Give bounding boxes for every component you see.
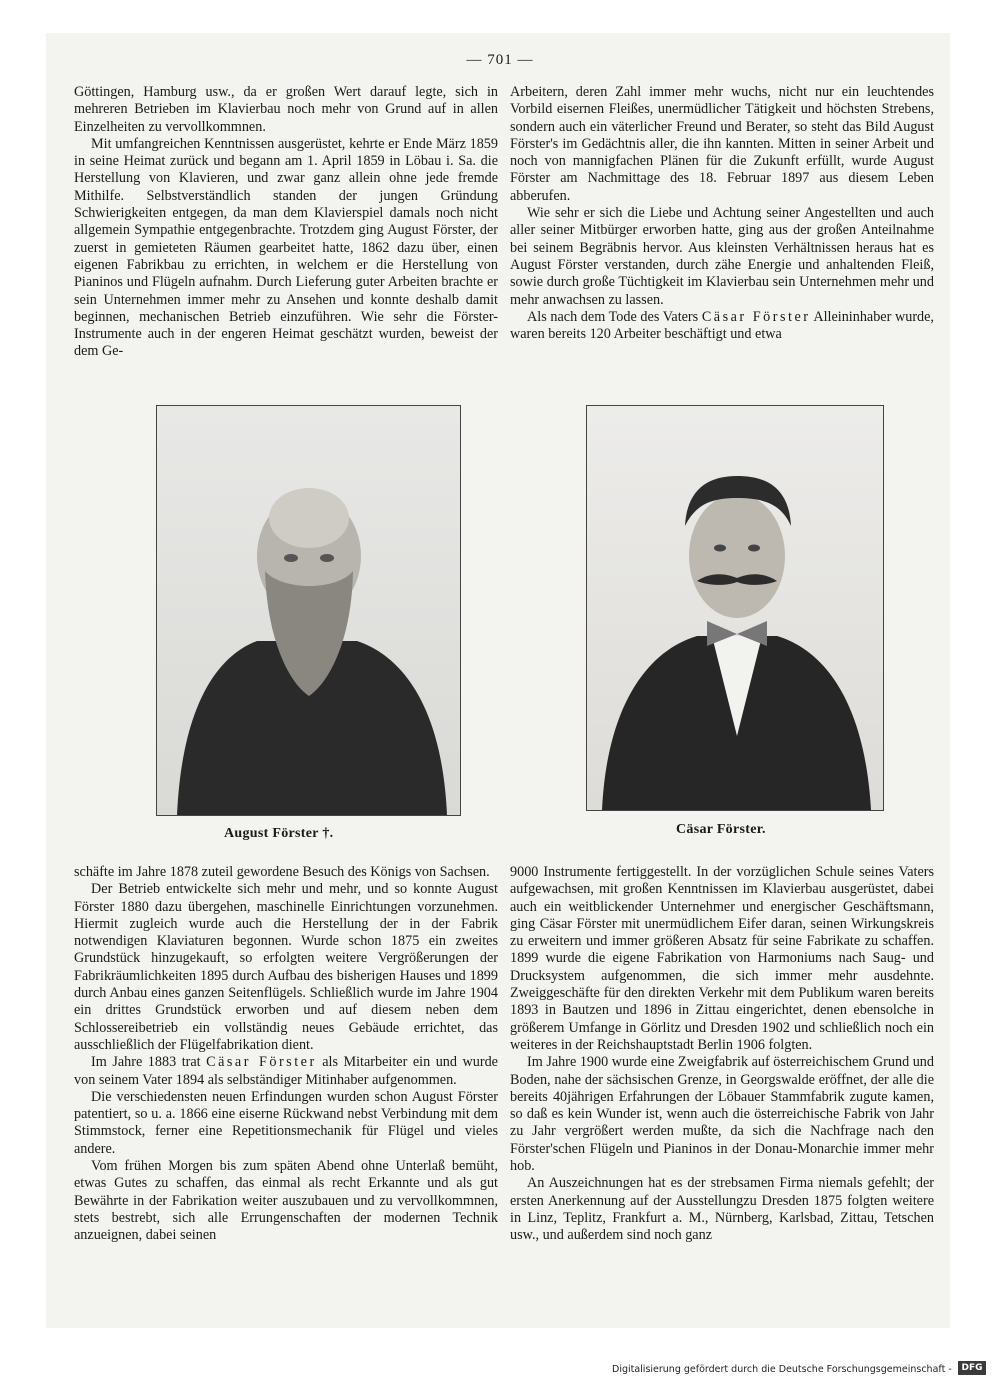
paragraph: Wie sehr er sich die Liebe und Achtung seiner Angestellten und auch aller seiner Mitbürger erworben hatte, ging aus der großen Anteilnahme bei seinem Begräbnis hervor. Aus kleinsten Verhältnissen heraus hat es August Förster verstanden, durch zähe Energie und anhaltenden Fleiß, sowie durch große Tüchtigkeit im Klavierbau sein Unternehmen mehr und mehr anwachsen zu lassen. <box>510 205 934 308</box>
paragraph-text: Als nach dem Tode des Vaters <box>527 308 702 325</box>
digitization-footer: Digitalisierung gefördert durch die Deutsche Forschungsgemeinschaft - <box>612 1364 952 1375</box>
paragraph: Im Jahre 1900 wurde eine Zweigfabrik auf österreichischem Grund und Boden, nahe der sächsischen Grenze, in Georgswalde eröffnet, der alle die bereits 40jährigen Erfahrungen der Löbauer Stammfabrik zugute kamen, so daß es kein Wunder ist, wenn auch die österreichische Fabrik von Jahr zu Jahr vergrößert werden mußte, da sich die Nachfrage nach den Förster'schen Flügeln und Pianinos in der Donau-Monarchie immer mehr hob. <box>510 1054 934 1175</box>
paragraph: Die verschiedensten neuen Erfindungen wurden schon August Förster patentiert, so u. a. 1866 eine eiserne Rückwand nebst Verbindung mit dem Stimmstock, ferner eine Repetitionsmechanik für Flügel und vieles andere. <box>74 1088 498 1157</box>
paragraph: 9000 Instrumente fertiggestellt. In der vorzüglichen Schule seines Vaters aufgewachsen, mit großen Kenntnissen im Klavierbau ausgerüstet, dabei auch ein weitblickender Unternehmer und energischer Geschäftsmann, ging Cäsar Förster mit unermüdlichem Eifer daran, seinen Wirkungskreis zu erweitern und immer größeren Absatz für seine Fabrikate zu schaffen. 1899 wurde die eigene Fabrikation von Harmoniums nach Saug- und Drucksystem aufgenommen, die sich immer mehr ausdehnte. Zweiggeschäfte für den direkten Verkehr mit dem Publikum waren bereits 1893 in Bautzen und 1896 in Zittau eingerichtet, denen ebensolche in größerem Umfange in Görlitz und Dresden 1902 und schließlich noch ein weiteres in der Reichshauptstadt Berlin 1906 folgten. <box>510 864 934 1053</box>
column-bottom-right <box>510 864 934 1309</box>
paragraph <box>510 309 934 344</box>
page-number: — 701 — <box>466 52 534 68</box>
column-top-left <box>74 84 498 390</box>
paragraph-text: Im Jahre 1883 trat <box>91 1054 207 1071</box>
portrait-caesar-foerster <box>586 405 884 811</box>
paragraph-text: als Mitarbeiter ein und wurde von seinem Vater 1894 als selbständiger Mitinhaber aufgenommen. <box>74 1054 498 1088</box>
paragraph: Mit umfangreichen Kenntnissen ausgerüstet, kehrte er Ende März 1859 in seine Heimat zurück und begann am 1. April 1859 in Löbau i. Sa. die Herstellung von Klavieren, und zwar ganz allein ohne jede fremde Mithilfe. Selbstverständlich standen der jungen Gründung Schwierigkeiten entgegen, da man dem Klavierspiel damals noch nicht allgemein Sympathie entgegenbrachte. Trotzdem ging August Förster, der zuerst in gemieteten Räumen gearbeitet hatte, 1862 dazu über, einen eigenen Fabrikbau zu errichten, in welchem er die Herstellung von Pianinos und Flügeln aufnahm. Durch Lieferung guter Arbeiten brachte er sein Unternehmen immer mehr zu Ansehen und konnte deshalb damit beginnen, mechanischen Betrieb einzuführen. Wie sehr die Förster-Instrumente auch in der engeren Heimat geschätzt wurden, beweist der dem Ge- <box>74 135 498 360</box>
paragraph: Der Betrieb entwickelte sich mehr und mehr, und so konnte August Förster 1880 dazu übergehen, maschinelle Einrichtungen vorzunehmen. Hiermit zugleich wurde auch die Herstellung der in der Fabrik notwendigen Klaviaturen begonnen. Wurde schon 1875 ein zweites Grundstück hinzugekauft, so erfolgten weitere Vergrößerungen der Fabrikräumlichkeiten 1895 durch Aufbau des bisherigen Hauses und 1899 durch Anbau eines ganzen Seitenflügels. Schließlich wurde im Jahre 1904 ein drittes Grundstück erworben und auf diesem neben dem Schlossereibetrieb ein vollständig neues Gebäude errichtet, das ausschließlich der Flügelfabrikation dient. <box>74 881 498 1053</box>
caption-august-foerster: August Förster †. <box>224 826 334 841</box>
dfg-logo: DFG <box>958 1361 986 1375</box>
paragraph: Vom frühen Morgen bis zum späten Abend ohne Unterlaß bemüht, etwas Gutes zu schaffen, das einmal als recht Erkannte und als gut Bewährte in der Fabrikation weiter auszubauen und zu vervollkommnen, stets bestrebt, sich alle Errungenschaften der modernen Technik anzueignen, dabei seinen <box>74 1158 498 1244</box>
portrait-august-foerster <box>156 405 461 816</box>
paragraph: An Auszeichnungen hat es der strebsamen Firma niemals gefehlt; der ersten Anerkennung auf der Ausstellungzu Dresden 1875 folgten weitere in Linz, Teplitz, Frankfurt a. M., Nürnberg, Karlsbad, Zittau, Tetschen usw., und außerdem sind noch ganz <box>510 1175 934 1244</box>
caption-caesar-foerster: Cäsar Förster. <box>676 822 766 837</box>
spaced-name: Cäsar Förster <box>206 1054 317 1071</box>
paragraph-text: Alleininhaber wurde, waren bereits 120 Arbeiter beschäftigt und etwa <box>510 308 934 343</box>
column-top-right <box>510 84 934 390</box>
paragraph: Arbeitern, deren Zahl immer mehr wuchs, nicht nur ein leuchtendes Vorbild eisernen Fleißes, unermüdlicher Tätigkeit und höchsten Strebens, sondern auch ein väterlicher Freund und Berater, so steht das Bild August Förster's im Gedächtnis aller, die ihn kannten. Mitten in seiner Arbeit und noch von mannigfachen Plänen für die Zukunft erfüllt, wurde August Förster am Nachmittage des 18. Februar 1897 aus diesem Leben abberufen. <box>510 84 934 204</box>
paragraph: Göttingen, Hamburg usw., da er großen Wert darauf legte, sich in mehreren Betrieben im Klavierbau noch mehr von Grund auf in allen Einzelheiten zu vervollkommnen. <box>74 84 498 135</box>
column-bottom-left <box>74 864 498 1309</box>
paragraph <box>74 1054 498 1089</box>
paragraph: schäfte im Jahre 1878 zuteil gewordene Besuch des Königs von Sachsen. <box>74 864 490 880</box>
spaced-name: Cäsar Förster <box>701 308 811 325</box>
